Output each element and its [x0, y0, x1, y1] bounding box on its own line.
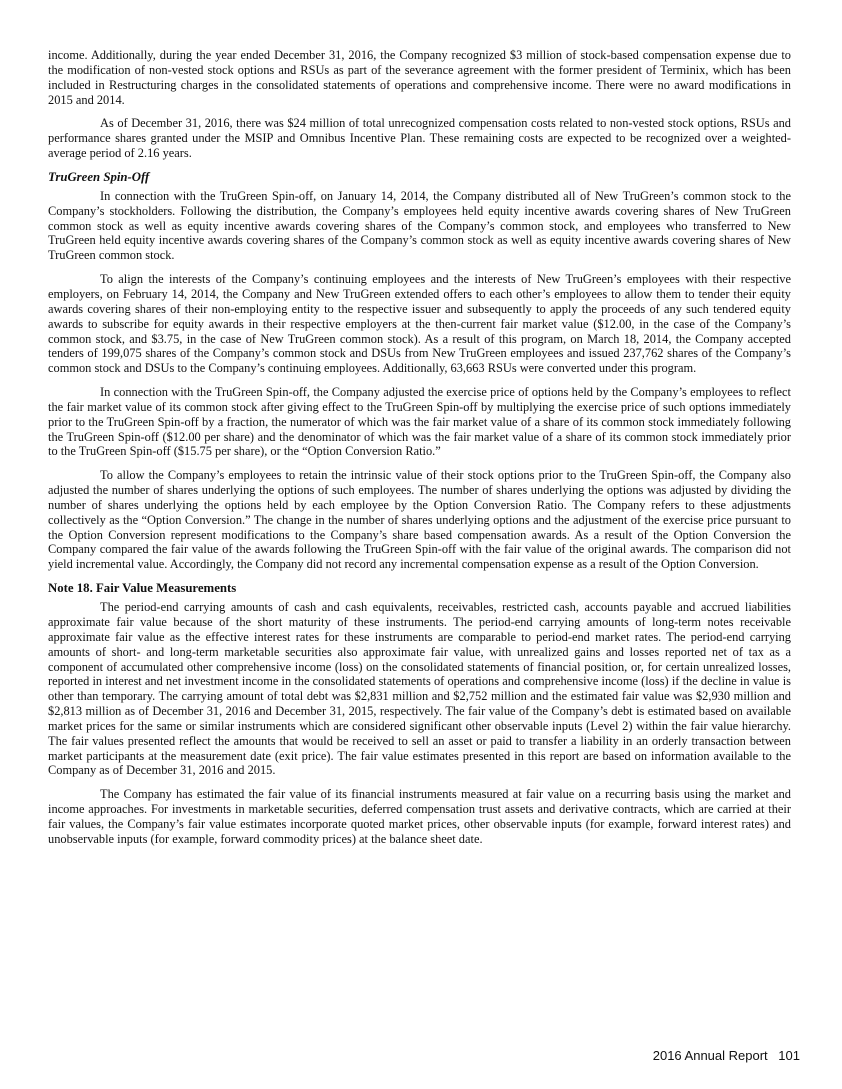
- footer-report-title: 2016 Annual Report: [652, 1048, 768, 1063]
- paragraph-carrying-amounts: The period-end carrying amounts of cash and cash equivalents, receivables, restricted cash, accounts payable and accrued liabilities approximate fair value because of the short maturity of these instruments. The period-end carrying amounts of long-term notes receivable approximate fair value as the effective interest rates for these instruments are comparable to period-end market rates. The period-end carrying amounts of short- and long-term marketable securities also approximate fair value, with unrealized gains and losses reported net of tax as a component of accumulated other comprehensive income (loss) on the consolidated statements of financial position, or, for certain unrealized losses, reported in interest and net investment income in the consolidated statements of operations and comprehensive income (loss) if the decline in value is other than temporary. The carrying amount of total debt was $2,831 million and $2,752 million and the estimated fair value was $2,930 million and $2,813 million as of December 31, 2016 and December 31, 2015, respectively. The fair value of the Company’s debt is estimated based on available market prices for the same or similar instruments which are considered significant other observable inputs (Level 2) within the fair value hierarchy. The fair values presented reflect the amounts that would be received to sell an asset or paid to transfer a liability in an orderly transaction between market participants at the measurement date (exit price). The fair value estimates presented in this report are based on information available to the Company as of December 31, 2016 and 2015.: [48, 600, 791, 778]
- paragraph-trugreen-distribution: In connection with the TruGreen Spin-off, on January 14, 2014, the Company distributed all of New TruGreen’s common stock to the Company’s stockholders. Following the distribution, the Company’s employees held equity incentive awards covering shares of New TruGreen common stock as well as equity incentive awards covering shares of the Company’s common stock, and employees who transferred to New TruGreen held equity incentive awards covering shares of the Company’s common stock as well as equity incentive awards covering shares of New TruGreen common stock.: [48, 188, 791, 263]
- paragraph-award-modifications: income. Additionally, during the year ended December 31, 2016, the Company recognized $3 million of stock-based compensation expense due to the modification of non-vested stock options and RSUs as part of the severance agreement with the former president of Terminix, which has been included in Restructuring charges in the consolidated statements of operations and comprehensive income. There were no award modifications in 2015 and 2014.: [48, 48, 791, 107]
- heading-note-18: Note 18. Fair Value Measurements: [48, 581, 237, 596]
- document-body: [48, 48, 791, 856]
- paragraph-option-conversion: To allow the Company’s employees to retain the intrinsic value of their stock options prior to the TruGreen Spin-off, the Company also adjusted the number of shares underlying the options of such employees. The number of shares underlying the options was adjusted by dividing the number of shares underlying the options held by each employee by the Option Conversion Ratio. The Company refers to these adjustments collectively as the “Option Conversion.” The change in the number of shares underlying options and the adjustment of the exercise price pursuant to the Option Conversion represent modifications to the Company’s share based compensation awards. As a result of the Option Conversion the Company compared the fair value of the awards following the TruGreen Spin-off with the fair value of the original awards. The comparison did not yield incremental value. Accordingly, the Company did not record any incremental compensation expense as a result of the Option Conversion.: [48, 468, 791, 572]
- paragraph-trugreen-tender-offers: To align the interests of the Company’s continuing employees and the interests of New TruGreen’s employees with their respective employers, on February 14, 2014, the Company and New TruGreen extended offers to each other’s employees to allow them to tender their equity awards covering shares of their non-employing entity to the respective issuer and subsequently to apply the proceeds of any such tendered equity awards to subscribe for equity awards in their respective employers at the then-current fair market value ($12.00, in the case of the Company’s common stock, and $3.75, in the case of New TruGreen common stock). As a result of this program, on March 18, 2014, the Company accepted tenders of 199,075 shares of the Company’s common stock and DSUs from New TruGreen employees and issued 237,762 shares of the Company’s common stock and DSUs to the Company’s continuing employees. Additionally, 63,663 RSUs were converted under this program.: [48, 272, 791, 376]
- paragraph-unrecognized-compensation: As of December 31, 2016, there was $24 million of total unrecognized compensation costs related to non-vested stock options, RSUs and performance shares granted under the MSIP and Omnibus Incentive Plan. These remaining costs are expected to be recognized over a weighted-average period of 2.16 years.: [48, 116, 791, 161]
- paragraph-option-exercise-price: In connection with the TruGreen Spin-off, the Company adjusted the exercise price of options held by the Company’s employees to reflect the fair market value of its common stock after giving effect to the TruGreen Spin-off by multiplying the exercise price of such options immediately prior to the TruGreen Spin-off by a fraction, the numerator of which was the fair market value of a share of its common stock immediately following the TruGreen Spin-off ($12.00 per share) and the denominator of which was the fair market value of a share of its common stock immediately prior to the TruGreen Spin-off ($15.75 per share), or the “Option Conversion Ratio.”: [48, 385, 791, 459]
- heading-trugreen-spin-off: TruGreen Spin-Off: [48, 169, 150, 184]
- paragraph-fair-value-estimates: The Company has estimated the fair value of its financial instruments measured at fair value on a recurring basis using the market and income approaches. For investments in marketable securities, deferred compensation trust assets and derivative contracts, which are carried at their fair values, the Company’s fair value estimates incorporate quoted market prices, other observable inputs (for example, forward interest rates) and unobservable inputs (for example, forward commodity prices) at the balance sheet date.: [48, 787, 791, 846]
- footer-page-number: 101: [778, 1048, 800, 1063]
- page-footer: [653, 1048, 800, 1063]
